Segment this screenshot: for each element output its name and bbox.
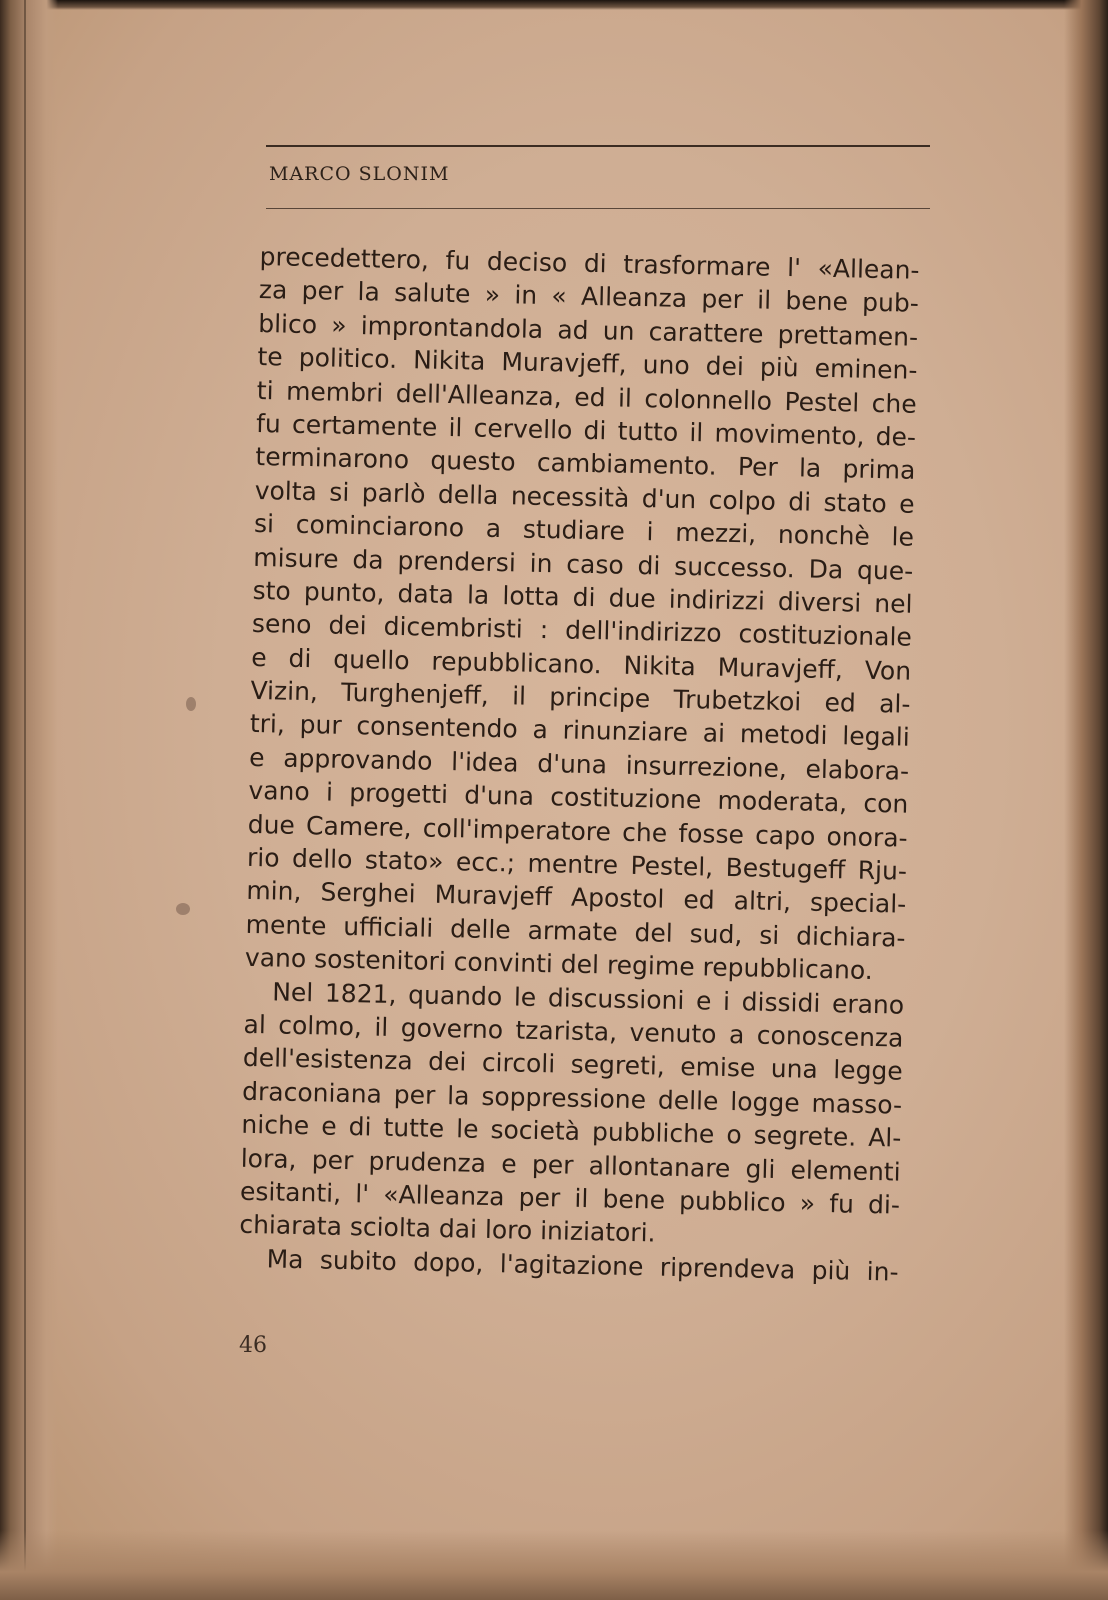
text-line: tri, pur consentendo a rinunziare ai metodi legali bbox=[249, 709, 911, 753]
text-line: ti membri dell'Alleanza, ed il colonnello Pestel che bbox=[256, 375, 918, 419]
binding-hole-mark bbox=[186, 697, 196, 711]
text-line: sto punto, data la lotta di due indirizzi diversi nel bbox=[252, 575, 913, 619]
text-line: te politico. Nikita Muravjeff, uno dei più eminen- bbox=[257, 342, 918, 385]
text-line: vano i progetti d'una costituzione moderata, con bbox=[248, 776, 909, 819]
text-line: e approvando l'idea d'una insurrezione, elabora- bbox=[248, 742, 910, 786]
text-line: precedettero, fu deciso di trasformare l' «Allean- bbox=[259, 241, 920, 285]
text-line: e di quello repubblicano. Nikita Muravjeff, Von bbox=[250, 642, 912, 686]
page-number: 46 bbox=[239, 1333, 267, 1358]
page-right-edge bbox=[1064, 0, 1108, 1600]
page-bottom-edge bbox=[0, 1530, 1108, 1600]
text-line: mente ufficiali delle armate del sud, si dichiara- bbox=[245, 909, 906, 953]
text-line: terminarono questo cambiamento. Per la prima bbox=[255, 442, 916, 486]
text-line: seno dei dicembristi : dell'indirizzo costituzionale bbox=[251, 609, 913, 653]
text-line: draconiana per la soppressione delle logge masso- bbox=[241, 1076, 903, 1120]
text-line: esitanti, l' «Alleanza per il bene pubblico » fu di- bbox=[239, 1176, 901, 1220]
binding-hole-mark bbox=[176, 903, 190, 915]
text-line: za per la salute » in « Alleanza per il bene pub- bbox=[258, 275, 920, 319]
header-rule-top bbox=[266, 145, 930, 147]
text-line: vano sostenitori convinti del regime repubblicano. bbox=[244, 943, 874, 986]
text-line: misure da prendersi in caso di successo. Da que- bbox=[253, 542, 914, 586]
text-line: min, Serghei Muravjeff Apostol ed altri, special- bbox=[246, 876, 907, 920]
body-text bbox=[238, 240, 920, 1289]
text-line: rio dello stato» ecc.; mentre Pestel, Bestugeff Rju- bbox=[246, 842, 908, 886]
text-line: volta si parlò della necessità d'un colpo di stato e bbox=[254, 475, 915, 519]
page-top-edge bbox=[0, 0, 1108, 10]
page-spine-edge bbox=[0, 0, 58, 1600]
text-line: blico » improntandola ad un carattere prettamen- bbox=[257, 308, 919, 352]
text-line: Nel 1821, quando le discussioni e i dissidi erano bbox=[271, 977, 905, 1020]
text-line: dell'esistenza dei circoli segreti, emise una legge bbox=[242, 1043, 904, 1087]
text-line: lora, per prudenza e per allontanare gli elementi bbox=[240, 1143, 901, 1187]
header-rule-bottom bbox=[266, 208, 930, 209]
text-line: al colmo, il governo tzarista, venuto a conoscenza bbox=[243, 1009, 904, 1053]
running-head: MARCO SLONIM bbox=[269, 163, 450, 185]
text-line: due Camere, coll'imperatore che fosse capo onora- bbox=[247, 809, 908, 853]
text-line: si cominciarono a studiare i mezzi, nonchè le bbox=[253, 509, 915, 552]
text-line: fu certamente il cervello di tutto il movimento, de- bbox=[255, 408, 917, 452]
text-line: Ma subito dopo, l'agitazione riprendeva più in- bbox=[266, 1244, 899, 1287]
text-line: Vizin, Turghenjeff, il principe Trubetzkoi ed al- bbox=[250, 675, 911, 719]
text-line: chiarata sciolta dai loro iniziatori. bbox=[239, 1210, 656, 1248]
text-line: niche e di tutte le società pubbliche o segrete. Al- bbox=[241, 1109, 902, 1153]
spine-fold bbox=[24, 0, 26, 1600]
